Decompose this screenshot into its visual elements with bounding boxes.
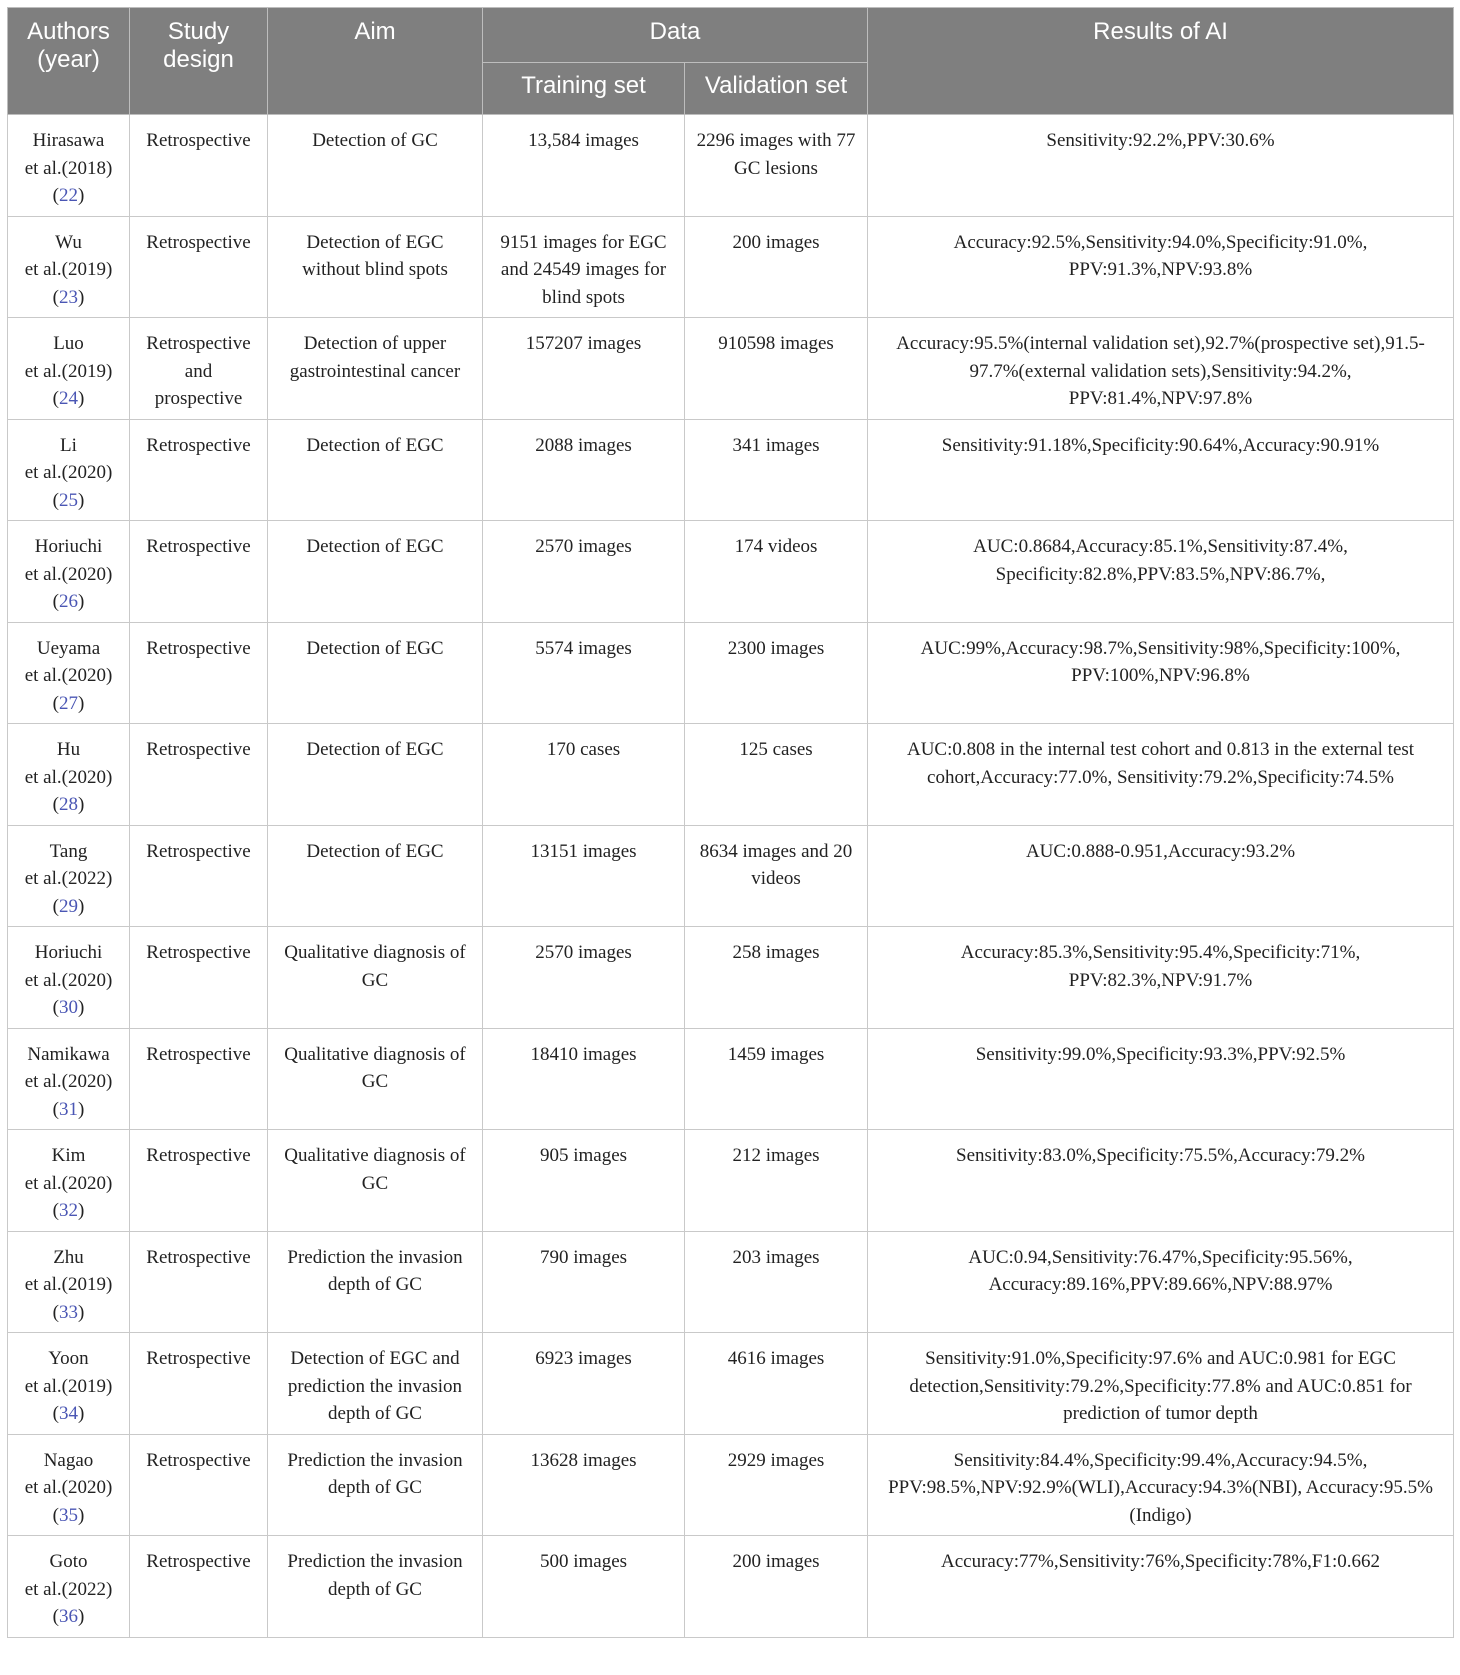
cell-author (8, 927, 130, 1029)
cell-validation-set: 125 cases (685, 724, 868, 826)
table-row (8, 216, 1454, 318)
cell-training-set: 13,584 images (483, 115, 685, 217)
table-row (8, 318, 1454, 420)
table-row (8, 1028, 1454, 1130)
cell-study-design: Retrospective (130, 115, 268, 217)
cell-author (8, 1333, 130, 1435)
reference-link[interactable]: 24 (59, 388, 78, 409)
cell-author (8, 318, 130, 420)
table-row (8, 521, 1454, 623)
cell-study-design: Retrospective (130, 1231, 268, 1333)
author-name: Horiuchi (34, 536, 103, 557)
cell-results: AUC:0.8684,Accuracy:85.1%,Sensitivity:87.4%, Specificity:82.8%,PPV:83.5%,NPV:86.7%, (868, 521, 1454, 623)
reference-link[interactable]: 28 (59, 794, 78, 815)
author-ref: (27) (52, 692, 85, 714)
cell-training-set: 13151 images (483, 825, 685, 927)
author-ref: (35) (52, 1504, 85, 1526)
author-name: Hirasawa (32, 130, 105, 151)
author-name: Tang (49, 840, 88, 862)
cell-validation-set: 1459 images (685, 1028, 868, 1130)
table-row (8, 1536, 1454, 1638)
cell-author (8, 1231, 130, 1333)
cell-author (8, 1028, 130, 1130)
cell-aim: Detection of EGC (268, 419, 483, 521)
reference-link[interactable]: 29 (59, 895, 78, 917)
author-ref: (34) (52, 1403, 85, 1424)
cell-results: Sensitivity:91.0%,Specificity:97.6% and AUC:0.981 for EGC detection,Sensitivity:79.2%,Specificity:77.8% and AUC:0.851 for prediction of tumor depth (868, 1333, 1454, 1435)
author-year: et al.(2020) (24, 969, 113, 991)
cell-results: Accuracy:85.3%,Sensitivity:95.4%,Specificity:71%, PPV:82.3%,NPV:91.7% (868, 927, 1454, 1029)
cell-validation-set: 910598 images (685, 318, 868, 420)
author-year: et al.(2022) (24, 868, 113, 889)
cell-author (8, 622, 130, 724)
reference-link[interactable]: 22 (59, 185, 78, 206)
reference-link[interactable]: 25 (59, 489, 78, 511)
cell-study-design: Retrospective and prospective (130, 318, 268, 420)
cell-study-design: Retrospective (130, 622, 268, 724)
cell-results: Sensitivity:91.18%,Specificity:90.64%,Accuracy:90.91% (868, 419, 1454, 521)
table-row (8, 1333, 1454, 1435)
reference-link[interactable]: 36 (59, 1606, 78, 1627)
table-row (8, 1130, 1454, 1232)
header-results: Results of AI (868, 8, 1454, 115)
author-ref: (32) (52, 1200, 85, 1221)
table-row (8, 419, 1454, 521)
author-name: Yoon (48, 1348, 89, 1369)
author-ref: (23) (52, 286, 85, 308)
cell-training-set: 2570 images (483, 927, 685, 1029)
cell-author (8, 1536, 130, 1638)
cell-training-set: 157207 images (483, 318, 685, 420)
reference-link[interactable]: 31 (59, 1098, 78, 1120)
author-year: et al.(2020) (24, 766, 113, 788)
cell-aim: Prediction the invasion depth of GC (268, 1434, 483, 1536)
cell-validation-set: 2296 images with 77 GC lesions (685, 115, 868, 217)
cell-study-design: Retrospective (130, 216, 268, 318)
cell-aim: Detection of GC (268, 115, 483, 217)
author-ref: (26) (52, 591, 85, 612)
cell-study-design: Retrospective (130, 825, 268, 927)
cell-validation-set: 2929 images (685, 1434, 868, 1536)
cell-validation-set: 341 images (685, 419, 868, 521)
author-year: et al.(2019) (24, 360, 113, 382)
author-name: Ueyama (36, 637, 101, 659)
cell-study-design: Retrospective (130, 1536, 268, 1638)
author-ref: (29) (52, 895, 85, 917)
cell-aim: Detection of upper gastrointestinal cancer (268, 318, 483, 420)
cell-results: AUC:0.888-0.951,Accuracy:93.2% (868, 825, 1454, 927)
author-ref: (33) (52, 1301, 85, 1323)
cell-study-design: Retrospective (130, 724, 268, 826)
cell-study-design: Retrospective (130, 1130, 268, 1232)
cell-results: Sensitivity:99.0%,Specificity:93.3%,PPV:92.5% (868, 1028, 1454, 1130)
author-name: Goto (49, 1551, 88, 1572)
cell-training-set: 13628 images (483, 1434, 685, 1536)
cell-study-design: Retrospective (130, 1434, 268, 1536)
cell-validation-set: 4616 images (685, 1333, 868, 1435)
author-name: Luo (53, 333, 84, 354)
cell-aim: Detection of EGC (268, 825, 483, 927)
reference-link[interactable]: 27 (59, 692, 78, 714)
cell-training-set: 5574 images (483, 622, 685, 724)
header-data: Data (483, 8, 868, 63)
author-ref: (28) (52, 794, 85, 815)
author-year: et al.(2020) (24, 1172, 113, 1194)
ai-studies-table (7, 7, 1454, 1638)
table-row (8, 115, 1454, 217)
author-ref: (24) (52, 388, 85, 409)
cell-aim: Qualitative diagnosis of GC (268, 1130, 483, 1232)
cell-author (8, 521, 130, 623)
author-year: et al.(2020) (24, 563, 113, 585)
header-training-set: Training set (483, 63, 685, 115)
cell-study-design: Retrospective (130, 419, 268, 521)
author-name: Hu (56, 739, 81, 760)
reference-link[interactable]: 33 (59, 1301, 78, 1323)
table-row (8, 724, 1454, 826)
author-ref: (22) (52, 185, 85, 206)
author-name: Wu (55, 231, 82, 253)
table-body (8, 115, 1454, 1638)
reference-link[interactable]: 26 (59, 591, 78, 612)
table-row (8, 622, 1454, 724)
cell-author (8, 1130, 130, 1232)
author-name: Namikawa (27, 1043, 110, 1065)
cell-results: Accuracy:77%,Sensitivity:76%,Specificity:78%,F1:0.662 (868, 1536, 1454, 1638)
table-row (8, 927, 1454, 1029)
cell-study-design: Retrospective (130, 1028, 268, 1130)
cell-results: Accuracy:92.5%,Sensitivity:94.0%,Specificity:91.0%, PPV:91.3%,NPV:93.8% (868, 216, 1454, 318)
cell-results: AUC:0.808 in the internal test cohort and 0.813 in the external test cohort,Accuracy:77.0%, Sensitivity:79.2%,Specificity:74.5% (868, 724, 1454, 826)
cell-validation-set: 2300 images (685, 622, 868, 724)
cell-study-design: Retrospective (130, 927, 268, 1029)
author-year: et al.(2019) (24, 1274, 113, 1295)
header-validation-set: Validation set (685, 63, 868, 115)
cell-validation-set: 203 images (685, 1231, 868, 1333)
table-header (8, 8, 1454, 115)
cell-aim: Detection of EGC (268, 622, 483, 724)
reference-link[interactable]: 32 (59, 1200, 78, 1221)
header-authors: Authors (year) (8, 8, 130, 115)
table-row (8, 1231, 1454, 1333)
author-name: Li (60, 434, 77, 456)
cell-validation-set: 8634 images and 20 videos (685, 825, 868, 927)
cell-training-set: 6923 images (483, 1333, 685, 1435)
author-year: et al.(2019) (24, 259, 113, 280)
cell-aim: Qualitative diagnosis of GC (268, 1028, 483, 1130)
cell-aim: Prediction the invasion depth of GC (268, 1231, 483, 1333)
header-aim: Aim (268, 8, 483, 115)
cell-validation-set: 200 images (685, 1536, 868, 1638)
cell-author (8, 216, 130, 318)
cell-results: AUC:0.94,Sensitivity:76.47%,Specificity:95.56%, Accuracy:89.16%,PPV:89.66%,NPV:88.97% (868, 1231, 1454, 1333)
cell-author (8, 1434, 130, 1536)
reference-link[interactable]: 34 (59, 1403, 78, 1424)
cell-results: Sensitivity:92.2%,PPV:30.6% (868, 115, 1454, 217)
author-year: et al.(2020) (24, 1477, 113, 1498)
author-year: et al.(2020) (24, 1071, 113, 1092)
cell-author (8, 724, 130, 826)
reference-link[interactable]: 35 (59, 1504, 78, 1526)
cell-aim: Prediction the invasion depth of GC (268, 1536, 483, 1638)
author-year: et al.(2018) (24, 157, 113, 179)
author-name: Kim (51, 1145, 86, 1166)
cell-training-set: 500 images (483, 1536, 685, 1638)
author-year: et al.(2019) (24, 1375, 113, 1397)
author-ref: (25) (52, 489, 85, 511)
cell-aim: Detection of EGC (268, 724, 483, 826)
cell-training-set: 2570 images (483, 521, 685, 623)
cell-aim: Detection of EGC without blind spots (268, 216, 483, 318)
table-row (8, 1434, 1454, 1536)
cell-validation-set: 212 images (685, 1130, 868, 1232)
cell-author (8, 419, 130, 521)
cell-study-design: Retrospective (130, 1333, 268, 1435)
author-ref: (30) (52, 997, 85, 1018)
cell-training-set: 790 images (483, 1231, 685, 1333)
cell-training-set: 9151 images for EGC and 24549 images for blind spots (483, 216, 685, 318)
cell-results: Sensitivity:84.4%,Specificity:99.4%,Accuracy:94.5%, PPV:98.5%,NPV:92.9%(WLI),Accuracy:94.3%(NBI), Accuracy:95.5%(Indigo) (868, 1434, 1454, 1536)
cell-author (8, 115, 130, 217)
cell-training-set: 170 cases (483, 724, 685, 826)
author-ref: (36) (52, 1606, 85, 1627)
cell-training-set: 2088 images (483, 419, 685, 521)
author-name: Nagao (43, 1449, 94, 1471)
cell-author (8, 825, 130, 927)
cell-results: Sensitivity:83.0%,Specificity:75.5%,Accuracy:79.2% (868, 1130, 1454, 1232)
author-year: et al.(2020) (24, 665, 113, 686)
cell-validation-set: 200 images (685, 216, 868, 318)
cell-aim: Qualitative diagnosis of GC (268, 927, 483, 1029)
author-ref: (31) (52, 1098, 85, 1120)
cell-training-set: 18410 images (483, 1028, 685, 1130)
cell-study-design: Retrospective (130, 521, 268, 623)
reference-link[interactable]: 30 (59, 997, 78, 1018)
author-name: Zhu (53, 1246, 84, 1268)
cell-results: Accuracy:95.5%(internal validation set),92.7%(prospective set),91.5-97.7%(external validation sets),Sensitivity:94.2%, PPV:81.4%,NPV:97.8% (868, 318, 1454, 420)
author-year: et al.(2020) (24, 462, 113, 483)
table-row (8, 825, 1454, 927)
cell-results: AUC:99%,Accuracy:98.7%,Sensitivity:98%,Specificity:100%, PPV:100%,NPV:96.8% (868, 622, 1454, 724)
cell-validation-set: 174 videos (685, 521, 868, 623)
reference-link[interactable]: 23 (59, 286, 78, 308)
cell-aim: Detection of EGC and prediction the invasion depth of GC (268, 1333, 483, 1435)
author-name: Horiuchi (34, 942, 103, 963)
cell-validation-set: 258 images (685, 927, 868, 1029)
header-study-design: Study design (130, 8, 268, 115)
cell-training-set: 905 images (483, 1130, 685, 1232)
author-year: et al.(2022) (24, 1578, 113, 1600)
cell-aim: Detection of EGC (268, 521, 483, 623)
